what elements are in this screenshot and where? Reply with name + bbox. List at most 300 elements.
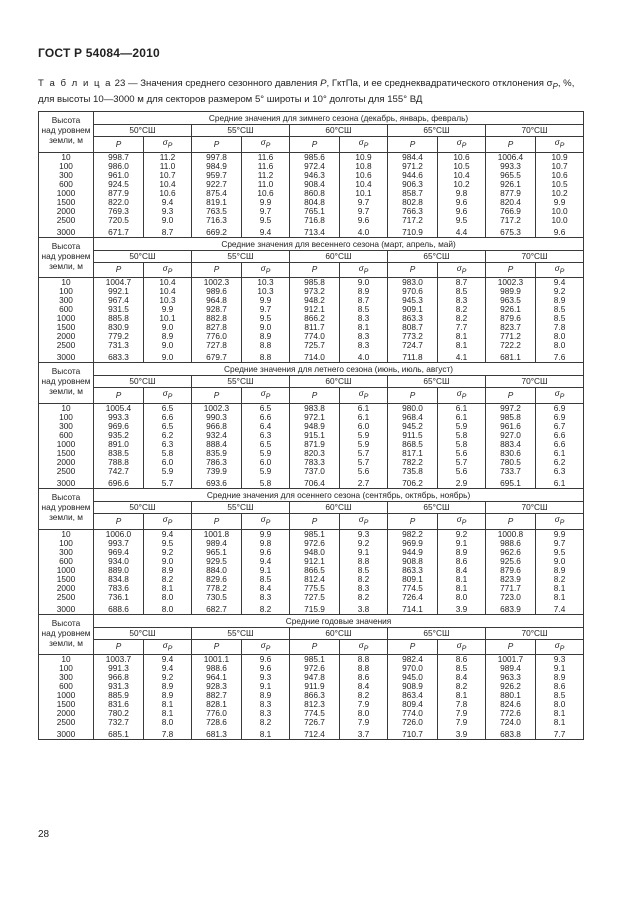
- pressure-cell: 989.4: [192, 539, 242, 548]
- pressure-cell: 934.0: [94, 557, 144, 566]
- pressure-cell: 711.8: [388, 350, 438, 363]
- pressure-cell: 728.6: [192, 718, 242, 727]
- latitude-header: 60°СШ: [290, 376, 388, 388]
- pressure-cell: 944.6: [388, 171, 438, 180]
- sigma-cell: 8.9: [144, 332, 192, 341]
- pressure-cell: 742.7: [94, 467, 144, 476]
- pressure-cell: 871.9: [290, 440, 340, 449]
- sigma-cell: 8.8: [242, 341, 290, 350]
- pressure-cell: 908.8: [388, 557, 438, 566]
- pressure-cell: 771.7: [486, 584, 536, 593]
- height-cell: 2000: [39, 332, 94, 341]
- latitude-header: 65°СШ: [388, 125, 486, 137]
- pressure-cell: 984.9: [192, 162, 242, 171]
- pressure-cell: 1006.0: [94, 529, 144, 539]
- height-cell: 3000: [39, 602, 94, 615]
- pressure-cell: 766.3: [388, 207, 438, 216]
- sigma-cell: 6.5: [242, 440, 290, 449]
- pressure-cell: 681.1: [486, 350, 536, 363]
- sigma-cell: 5.9: [144, 467, 192, 476]
- sigma-cell: 6.3: [536, 467, 584, 476]
- pressure-cell: 827.8: [192, 323, 242, 332]
- pressure-cell: 1001.7: [486, 655, 536, 665]
- pressure-cell: 786.3: [192, 458, 242, 467]
- sigma-symbol: [242, 262, 290, 278]
- sigma-cell: 9.6: [438, 207, 486, 216]
- pressure-cell: 671.7: [94, 225, 144, 238]
- sigma-cell: 6.1: [438, 413, 486, 422]
- sigma-cell: 9.0: [536, 557, 584, 566]
- pressure-cell: 988.6: [192, 664, 242, 673]
- height-cell: 1500: [39, 700, 94, 709]
- sigma-cell: 8.9: [536, 673, 584, 682]
- pressure-cell: 983.0: [388, 278, 438, 288]
- caption-text-a: 23 — Значения среднего сезонного давления: [111, 78, 321, 89]
- sigma-cell: 5.9: [242, 449, 290, 458]
- sigma-subscript: P: [461, 519, 467, 527]
- height-cell: 1000: [39, 566, 94, 575]
- sigma-cell: 9.2: [144, 673, 192, 682]
- sigma-cell: 10.0: [536, 207, 584, 216]
- sigma-cell: 9.1: [340, 548, 388, 557]
- sigma-subscript: P: [461, 393, 467, 401]
- height-header-line: Высота: [51, 366, 81, 377]
- height-header-line: земли, м: [49, 511, 83, 522]
- sigma-symbol: [438, 137, 486, 153]
- sigma-cell: 4.4: [438, 225, 486, 238]
- pressure-cell: 739.9: [192, 467, 242, 476]
- table-row: [39, 593, 584, 602]
- pressure-symbol: P: [290, 388, 340, 404]
- height-cell: 10: [39, 529, 94, 539]
- sigma-symbol: [144, 513, 192, 529]
- sigma-cell: 9.6: [340, 216, 388, 225]
- pressure-cell: 714.0: [290, 350, 340, 363]
- sigma-cell: 8.1: [340, 323, 388, 332]
- pressure-cell: 968.4: [388, 413, 438, 422]
- sigma-cell: 4.1: [438, 350, 486, 363]
- pressure-cell: 778.2: [192, 584, 242, 593]
- block-data: [39, 655, 584, 740]
- pressure-cell: 731.3: [94, 341, 144, 350]
- sigma-cell: 9.5: [242, 314, 290, 323]
- pressure-cell: 726.0: [388, 718, 438, 727]
- table-row: [39, 449, 584, 458]
- sigma-cell: 9.4: [144, 529, 192, 539]
- height-cell: 2500: [39, 467, 94, 476]
- table-row: [39, 584, 584, 593]
- sigma-cell: 5.7: [340, 458, 388, 467]
- sigma-cell: 5.9: [438, 422, 486, 431]
- sigma-symbol: [144, 639, 192, 655]
- height-column-header: [39, 363, 94, 404]
- table-row: [39, 700, 584, 709]
- sigma-cell: 8.2: [438, 314, 486, 323]
- sigma-symbol: [340, 639, 388, 655]
- sigma-cell: 8.0: [144, 593, 192, 602]
- sigma-letter: σ: [260, 137, 266, 147]
- sigma-cell: 8.9: [536, 296, 584, 305]
- sigma-cell: 6.7: [536, 422, 584, 431]
- pressure-cell: 735.8: [388, 467, 438, 476]
- latitude-header: 65°СШ: [388, 376, 486, 388]
- height-header-line: земли, м: [49, 386, 83, 397]
- sigma-cell: 8.5: [536, 691, 584, 700]
- pressure-cell: 885.9: [94, 691, 144, 700]
- pressure-cell: 782.2: [388, 458, 438, 467]
- sigma-cell: 5.6: [438, 467, 486, 476]
- pressure-cell: 712.4: [290, 727, 340, 740]
- table-row: [39, 575, 584, 584]
- sigma-cell: 9.7: [340, 198, 388, 207]
- pressure-symbol: P: [192, 639, 242, 655]
- height-cell: 2000: [39, 458, 94, 467]
- table-row: [39, 664, 584, 673]
- sigma-cell: 6.6: [536, 431, 584, 440]
- table-row: [39, 189, 584, 198]
- sigma-cell: 10.4: [144, 287, 192, 296]
- latitude-header: 70°СШ: [486, 250, 584, 262]
- height-cell: 1500: [39, 198, 94, 207]
- sigma-cell: 8.5: [340, 305, 388, 314]
- pressure-cell: 992.1: [94, 287, 144, 296]
- pressure-cell: 866.3: [290, 691, 340, 700]
- sigma-cell: 9.7: [242, 207, 290, 216]
- pressure-cell: 726.4: [388, 593, 438, 602]
- sigma-cell: 8.2: [438, 305, 486, 314]
- sigma-cell: 8.3: [242, 593, 290, 602]
- pressure-cell: 675.3: [486, 225, 536, 238]
- sigma-cell: 4.0: [340, 350, 388, 363]
- pressure-cell: 717.2: [388, 216, 438, 225]
- sigma-cell: 8.1: [438, 691, 486, 700]
- sigma-cell: 6.6: [144, 413, 192, 422]
- pressure-cell: 716.8: [290, 216, 340, 225]
- pressure-cell: 776.0: [192, 332, 242, 341]
- sigma-cell: 8.3: [438, 296, 486, 305]
- sigma-cell: 7.9: [438, 709, 486, 718]
- height-cell: 600: [39, 682, 94, 691]
- table-row: [39, 691, 584, 700]
- height-cell: 2500: [39, 718, 94, 727]
- sigma-cell: 8.0: [536, 700, 584, 709]
- height-cell: 600: [39, 431, 94, 440]
- height-header-line: Высота: [51, 115, 81, 125]
- pressure-cell: 713.4: [290, 225, 340, 238]
- sigma-cell: 9.4: [242, 557, 290, 566]
- latitude-header: 60°СШ: [290, 627, 388, 639]
- sigma-subscript: P: [265, 268, 271, 276]
- height-cell: 600: [39, 305, 94, 314]
- sigma-cell: 6.1: [438, 403, 486, 413]
- sigma-cell: 8.2: [438, 682, 486, 691]
- table-row: [39, 152, 584, 162]
- sigma-symbol: [438, 513, 486, 529]
- pressure-cell: 985.8: [486, 413, 536, 422]
- sigma-cell: 7.9: [438, 718, 486, 727]
- sigma-letter: σ: [456, 137, 462, 147]
- pressure-cell: 912.1: [290, 305, 340, 314]
- sigma-cell: 6.9: [536, 413, 584, 422]
- pressure-cell: 961.6: [486, 422, 536, 431]
- pressure-cell: 710.7: [388, 727, 438, 740]
- height-header-line: над уровнем: [41, 501, 91, 512]
- sigma-letter: σ: [162, 137, 168, 147]
- pressure-cell: 879.6: [486, 566, 536, 575]
- sigma-cell: 2.7: [340, 476, 388, 489]
- table-row: [39, 440, 584, 449]
- pressure-symbol: P: [486, 262, 536, 278]
- sigma-subscript: P: [167, 645, 173, 653]
- sigma-cell: 8.9: [144, 682, 192, 691]
- sigma-letter: σ: [260, 513, 266, 524]
- block-data: [39, 278, 584, 363]
- pressure-cell: 965.5: [486, 171, 536, 180]
- sigma-cell: 6.0: [242, 458, 290, 467]
- pressure-cell: 737.0: [290, 467, 340, 476]
- sigma-cell: 8.5: [536, 305, 584, 314]
- pressure-cell: 774.5: [388, 584, 438, 593]
- sigma-subscript: P: [265, 393, 271, 401]
- sigma-cell: 8.8: [242, 350, 290, 363]
- pressure-cell: 723.0: [486, 593, 536, 602]
- pressure-cell: 973.2: [290, 287, 340, 296]
- sigma-subscript: P: [559, 645, 565, 653]
- sigma-cell: 6.2: [144, 431, 192, 440]
- latitude-header: 65°СШ: [388, 250, 486, 262]
- sigma-cell: 7.4: [536, 602, 584, 615]
- pressure-cell: 969.9: [388, 539, 438, 548]
- height-cell: 300: [39, 673, 94, 682]
- sigma-cell: 8.9: [536, 566, 584, 575]
- sigma-cell: 10.6: [242, 189, 290, 198]
- pressure-symbol: P: [388, 388, 438, 404]
- sigma-subscript: P: [559, 142, 565, 150]
- pressure-cell: 681.3: [192, 727, 242, 740]
- sigma-cell: 9.0: [144, 557, 192, 566]
- sigma-cell: 9.5: [438, 216, 486, 225]
- height-cell: 300: [39, 296, 94, 305]
- height-cell: 300: [39, 422, 94, 431]
- pressure-cell: 732.7: [94, 718, 144, 727]
- height-cell: 300: [39, 171, 94, 180]
- sigma-cell: 5.8: [438, 440, 486, 449]
- sigma-subscript: P: [363, 268, 369, 276]
- height-header-line: над уровнем: [41, 627, 91, 638]
- pressure-cell: 932.4: [192, 431, 242, 440]
- height-cell: 100: [39, 162, 94, 171]
- pressure-cell: 866.2: [290, 314, 340, 323]
- pressure-cell: 688.6: [94, 602, 144, 615]
- pressure-cell: 783.6: [94, 584, 144, 593]
- pressure-symbol: P: [192, 137, 242, 153]
- pressure-cell: 1002.3: [192, 278, 242, 288]
- sigma-symbol: [536, 388, 584, 404]
- pressure-cell: 911.9: [290, 682, 340, 691]
- pressure-cell: 866.5: [290, 566, 340, 575]
- sigma-cell: 9.4: [536, 278, 584, 288]
- sigma-cell: 10.5: [438, 162, 486, 171]
- pressure-cell: 1005.4: [94, 403, 144, 413]
- pressure-cell: 888.4: [192, 440, 242, 449]
- sigma-cell: 8.6: [438, 557, 486, 566]
- block-header: [39, 363, 584, 404]
- sigma-cell: 10.3: [242, 287, 290, 296]
- pressure-cell: 783.3: [290, 458, 340, 467]
- height-cell: 1500: [39, 449, 94, 458]
- sigma-cell: 3.9: [438, 602, 486, 615]
- latitude-header: 50°СШ: [94, 627, 192, 639]
- sigma-cell: 9.9: [242, 198, 290, 207]
- sigma-cell: 9.9: [242, 296, 290, 305]
- sigma-cell: 9.0: [144, 216, 192, 225]
- sigma-cell: 3.8: [340, 602, 388, 615]
- table-row: [39, 332, 584, 341]
- sigma-cell: 9.7: [340, 207, 388, 216]
- sigma-cell: 9.7: [242, 305, 290, 314]
- sigma-cell: 7.8: [438, 700, 486, 709]
- pressure-cell: 812.4: [290, 575, 340, 584]
- sigma-cell: 9.9: [144, 305, 192, 314]
- sigma-letter: σ: [358, 137, 364, 147]
- pressure-cell: 811.7: [290, 323, 340, 332]
- sigma-letter: σ: [554, 137, 560, 147]
- sigma-symbol: [536, 639, 584, 655]
- pressure-cell: 838.5: [94, 449, 144, 458]
- pressure-cell: 908.9: [388, 682, 438, 691]
- sigma-cell: 8.2: [340, 575, 388, 584]
- sigma-cell: 8.9: [144, 691, 192, 700]
- sigma-cell: 8.0: [536, 341, 584, 350]
- pressure-cell: 924.5: [94, 180, 144, 189]
- sigma-cell: 5.7: [438, 458, 486, 467]
- sigma-cell: 8.0: [144, 718, 192, 727]
- table-row: [39, 673, 584, 682]
- sigma-cell: 8.2: [536, 575, 584, 584]
- sigma-symbol: [438, 388, 486, 404]
- table-row: [39, 718, 584, 727]
- pressure-cell: 765.1: [290, 207, 340, 216]
- pressure-cell: 980.0: [388, 403, 438, 413]
- table-row: [39, 314, 584, 323]
- sigma-cell: 10.2: [536, 189, 584, 198]
- pressure-cell: 1003.7: [94, 655, 144, 665]
- sigma-cell: 9.6: [536, 225, 584, 238]
- sigma-letter: σ: [456, 388, 462, 399]
- sigma-cell: 8.0: [144, 602, 192, 615]
- pressure-cell: 970.6: [388, 287, 438, 296]
- sigma-subscript: P: [363, 645, 369, 653]
- season-title: Средние значения для зимнего сезона (декабрь, январь, февраль): [94, 112, 584, 125]
- latitude-header: 55°СШ: [192, 501, 290, 513]
- pressure-cell: 964.1: [192, 673, 242, 682]
- sigma-cell: 9.0: [144, 323, 192, 332]
- sigma-cell: 8.1: [144, 709, 192, 718]
- sigma-subscript: P: [167, 519, 173, 527]
- pressure-cell: 972.6: [290, 664, 340, 673]
- pressure-symbol: P: [192, 513, 242, 529]
- sigma-cell: 9.3: [144, 207, 192, 216]
- pressure-cell: 774.0: [388, 709, 438, 718]
- pressure-cell: 997.8: [192, 152, 242, 162]
- sigma-cell: 8.3: [340, 341, 388, 350]
- table-row: [39, 287, 584, 296]
- sigma-subscript: P: [363, 142, 369, 150]
- pressure-cell: 927.0: [486, 431, 536, 440]
- height-cell: 1000: [39, 189, 94, 198]
- table-row: [39, 476, 584, 489]
- sigma-cell: 5.7: [340, 449, 388, 458]
- sigma-cell: 11.2: [242, 171, 290, 180]
- sigma-symbol: [340, 262, 388, 278]
- sigma-cell: 8.5: [438, 664, 486, 673]
- sigma-subscript: P: [265, 645, 271, 653]
- sigma-cell: 7.8: [536, 323, 584, 332]
- season-title: Средние значения для весеннего сезона (март, апрель, май): [94, 237, 584, 250]
- table-row: [39, 566, 584, 575]
- table-row: [39, 341, 584, 350]
- sigma-cell: 8.6: [340, 673, 388, 682]
- pressure-cell: 906.3: [388, 180, 438, 189]
- sigma-cell: 6.1: [536, 449, 584, 458]
- sigma-cell: 9.4: [144, 198, 192, 207]
- pressure-cell: 779.2: [94, 332, 144, 341]
- pressure-cell: 884.0: [192, 566, 242, 575]
- sigma-cell: 8.1: [438, 575, 486, 584]
- pressure-symbol: P: [94, 137, 144, 153]
- pressure-cell: 693.6: [192, 476, 242, 489]
- height-column-header: [39, 488, 94, 529]
- pressure-cell: 824.6: [486, 700, 536, 709]
- pressure-cell: 926.1: [486, 180, 536, 189]
- pressure-cell: 829.6: [192, 575, 242, 584]
- sigma-letter: σ: [358, 388, 364, 399]
- height-cell: 100: [39, 539, 94, 548]
- pressure-cell: 809.4: [388, 700, 438, 709]
- height-header-line: Высота: [51, 617, 81, 628]
- pressure-symbol: P: [192, 262, 242, 278]
- sigma-cell: 8.9: [340, 287, 388, 296]
- pressure-cell: 706.4: [290, 476, 340, 489]
- pressure-cell: 830.6: [486, 449, 536, 458]
- sigma-letter: σ: [162, 513, 168, 524]
- pressure-cell: 863.4: [388, 691, 438, 700]
- sigma-cell: 8.8: [340, 655, 388, 665]
- pressure-cell: 683.9: [486, 602, 536, 615]
- pressure-cell: 683.8: [486, 727, 536, 740]
- table-row: [39, 180, 584, 189]
- pressure-cell: 716.3: [192, 216, 242, 225]
- height-header-line: над уровнем: [41, 125, 91, 135]
- sigma-symbol: [536, 513, 584, 529]
- sigma-cell: 6.5: [242, 403, 290, 413]
- sigma-cell: 9.5: [242, 216, 290, 225]
- sigma-cell: 9.4: [144, 664, 192, 673]
- sigma-cell: 6.5: [144, 422, 192, 431]
- table-row: [39, 225, 584, 238]
- caption-text-b: , ГктПа, и ее среднеквадратического отклонения σ: [326, 78, 553, 89]
- pressure-cell: 948.2: [290, 296, 340, 305]
- height-cell: 10: [39, 403, 94, 413]
- sigma-cell: 10.6: [536, 171, 584, 180]
- pressure-cell: 1004.7: [94, 278, 144, 288]
- pressure-symbol: P: [94, 513, 144, 529]
- pressure-cell: 682.7: [192, 602, 242, 615]
- pressure-cell: 802.8: [388, 198, 438, 207]
- sigma-cell: 8.6: [438, 655, 486, 665]
- sigma-cell: 9.3: [242, 673, 290, 682]
- pressure-cell: 724.7: [388, 341, 438, 350]
